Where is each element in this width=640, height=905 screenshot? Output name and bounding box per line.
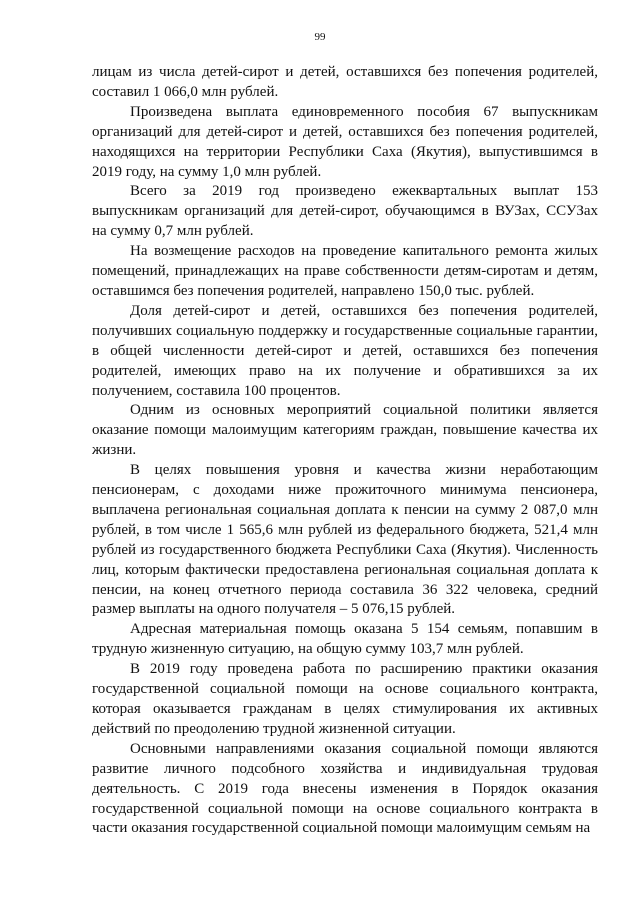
paragraph-quarterly-payments: Всего за 2019 год произведено ежеквартальных выплат 153 выпускникам организаций для детей-сирот, обучающимся в ВУЗах, ССУЗах на сумму 0,7 млн рублей. <box>92 183 598 240</box>
document-body <box>92 63 598 839</box>
paragraph-repair-compensation: На возмещение расходов на проведение капитального ремонта жилых помещений, принадлежащих на праве собственности детям-сиротам и детям, оставшимся без попечения родителей, направлено 150,0 тыс. рублей. <box>92 243 598 299</box>
paragraph-main-directions: Основными направлениями оказания социальной помощи являются развитие личного подсобного хозяйства и индивидуальная трудовая деятельность. С 2019 года внесены изменения в Порядок оказания государственной социальной помощи на основе социального контракта в части оказания государственной социальной помощи малоимущим семьям на <box>92 740 598 837</box>
paragraph-social-policy: Одним из основных мероприятий социальной политики является оказание помощи малоимущим категориям граждан, повышение качества их жизни. <box>92 402 598 459</box>
paragraph-one-time-allowance: Произведена выплата единовременного пособия 67 выпускникам организаций для детей-сирот и детей, оставшихся без попечения родителей, находящихся на территории Республики Саха (Якутия), выпустившимся в 2019 году, на сумму 1,0 млн рублей. <box>92 103 598 180</box>
paragraph-material-aid: Адресная материальная помощь оказана 5 154 семьям, попавшим в трудную жизненную ситуацию, на общую сумму 103,7 млн рублей. <box>92 621 598 658</box>
paragraph-support-share: Доля детей-сирот и детей, оставшихся без попечения родителей, получивших социальную поддержку и государственные социальные гарантии, в общей численности детей-сирот и детей, оставшихся без попечения родителей, имеющих право на их получение и обратившихся за их получением, составила 100 процентов. <box>92 302 598 399</box>
paragraph-pension-supplement: В целях повышения уровня и качества жизни неработающим пенсионерам, с доходами ниже прожиточного минимума пенсионера, выплачена региональная социальная доплата к пенсии на сумму 2 087,0 млн рублей, в том числе 1 565,6 млн рублей из федерального бюджета, 521,4 млн рублей из государственного бюджета Республики Саха (Якутия). Численность лиц, которым фактически предоставлена региональная социальная доплата к пенсии, на конец отчетного периода составила 36 322 человека, средний размер выплаты на одного получателя – 5 076,15 рублей. <box>92 462 598 618</box>
paragraph-social-contract: В 2019 году проведена работа по расширению практики оказания государственной социальной помощи на основе социального контракта, которая оказывается гражданам в целях стимулирования их активных действий по преодолению трудной жизненной ситуации. <box>92 661 598 737</box>
page-number: 99 <box>314 31 326 43</box>
paragraph-continuation: лицам из числа детей-сирот и детей, оставшихся без попечения родителей, составил 1 066,0 млн рублей. <box>92 64 598 100</box>
